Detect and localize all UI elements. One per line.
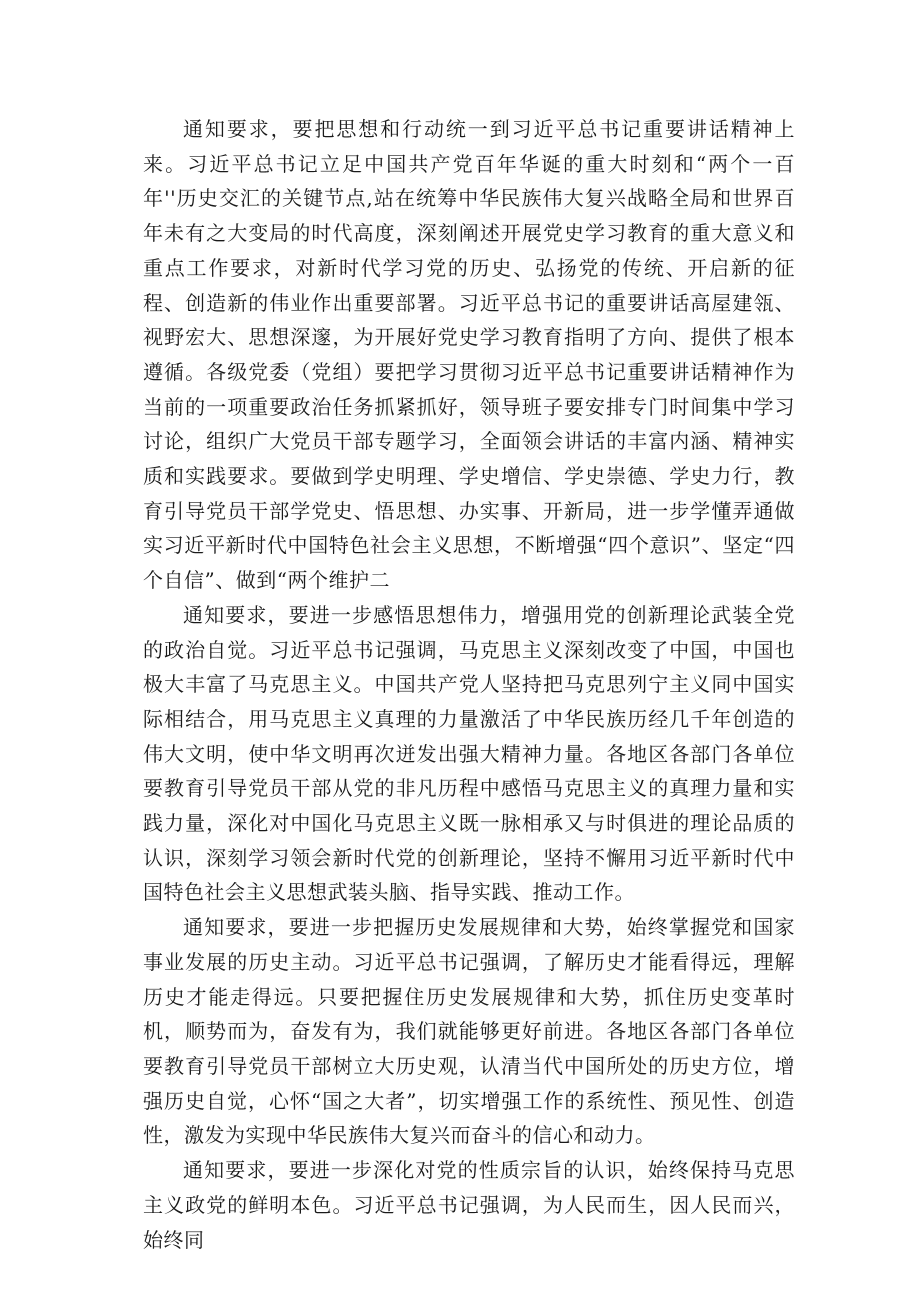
article-body bbox=[143, 112, 795, 1257]
paragraph-2: 通知要求，要进一步感悟思想伟力，增强用党的创新理论武装全党的政治自觉。习近平总书记强调，马克思主义深刻改变了中国，中国也极大丰富了马克思主义。中国共产党人坚持把马克思列宁主义同中国实际相结合，用马克思主义真理的力量激活了中华民族历经几千年创造的伟大文明，使中华文明再次迸发出强大精神力量。各地区各部门各单位要教育引导党员干部从党的非凡历程中感悟马克思主义的真理力量和实践力量，深化对中国化马克思主义既一脉相承又与时俱进的理论品质的认识，深刻学习领会新时代党的创新理论，坚持不懈用习近平新时代中国特色社会主义思想武装头脑、指导实践、推动工作。 bbox=[143, 602, 795, 905]
paragraph-1: 通知要求，要把思想和行动统一到习近平总书记重要讲话精神上来。习近平总书记立足中国共产党百年华诞的重大时刻和“两个一百年''历史交汇的关键节点,站在统筹中华民族伟大复兴战略全局和世界百年未有之大变局的时代高度，深刻阐述开展党史学习教育的重大意义和重点工作要求，对新时代学习党的历史、弘扬党的传统、开启新的征程、创造新的伟业作出重要部署。习近平总书记的重要讲话高屋建瓴、视野宏大、思想深邃，为开展好党史学习教育指明了方向、提供了根本遵循。各级党委（党组）要把学习贯彻习近平总书记重要讲话精神作为当前的一项重要政治任务抓紧抓好，领导班子要安排专门时间集中学习讨论，组织广大党员干部专题学习，全面领会讲话的丰富内涵、精神实质和实践要求。要做到学史明理、学史增信、学史崇德、学史力行，教育引导党员干部学党史、悟思想、办实事、开新局，进一步学懂弄通做实习近平新时代中国特色社会主义思想，不断增强“四个意识”、坚定“四个自信”、做到“两个维护二 bbox=[143, 117, 795, 593]
paragraph-4: 通知要求，要进一步深化对党的性质宗旨的认识，始终保持马克思主义政党的鲜明本色。习近平总书记强调，为人民而生，因人民而兴，始终同 bbox=[143, 1158, 795, 1252]
paragraph-3: 通知要求，要进一步把握历史发展规律和大势，始终掌握党和国家事业发展的历史主动。习近平总书记强调，了解历史才能看得远，理解历史才能走得远。只要把握住历史发展规律和大势，抓住历史变革时机，顺势而为，奋发有为，我们就能够更好前进。各地区各部门各单位要教育引导党员干部树立大历史观，认清当代中国所处的历史方位，增强历史自觉，心怀“国之大者”，切实增强工作的系统性、预见性、创造性，激发为实现中华民族伟大复兴而奋斗的信心和动力。 bbox=[143, 915, 795, 1148]
